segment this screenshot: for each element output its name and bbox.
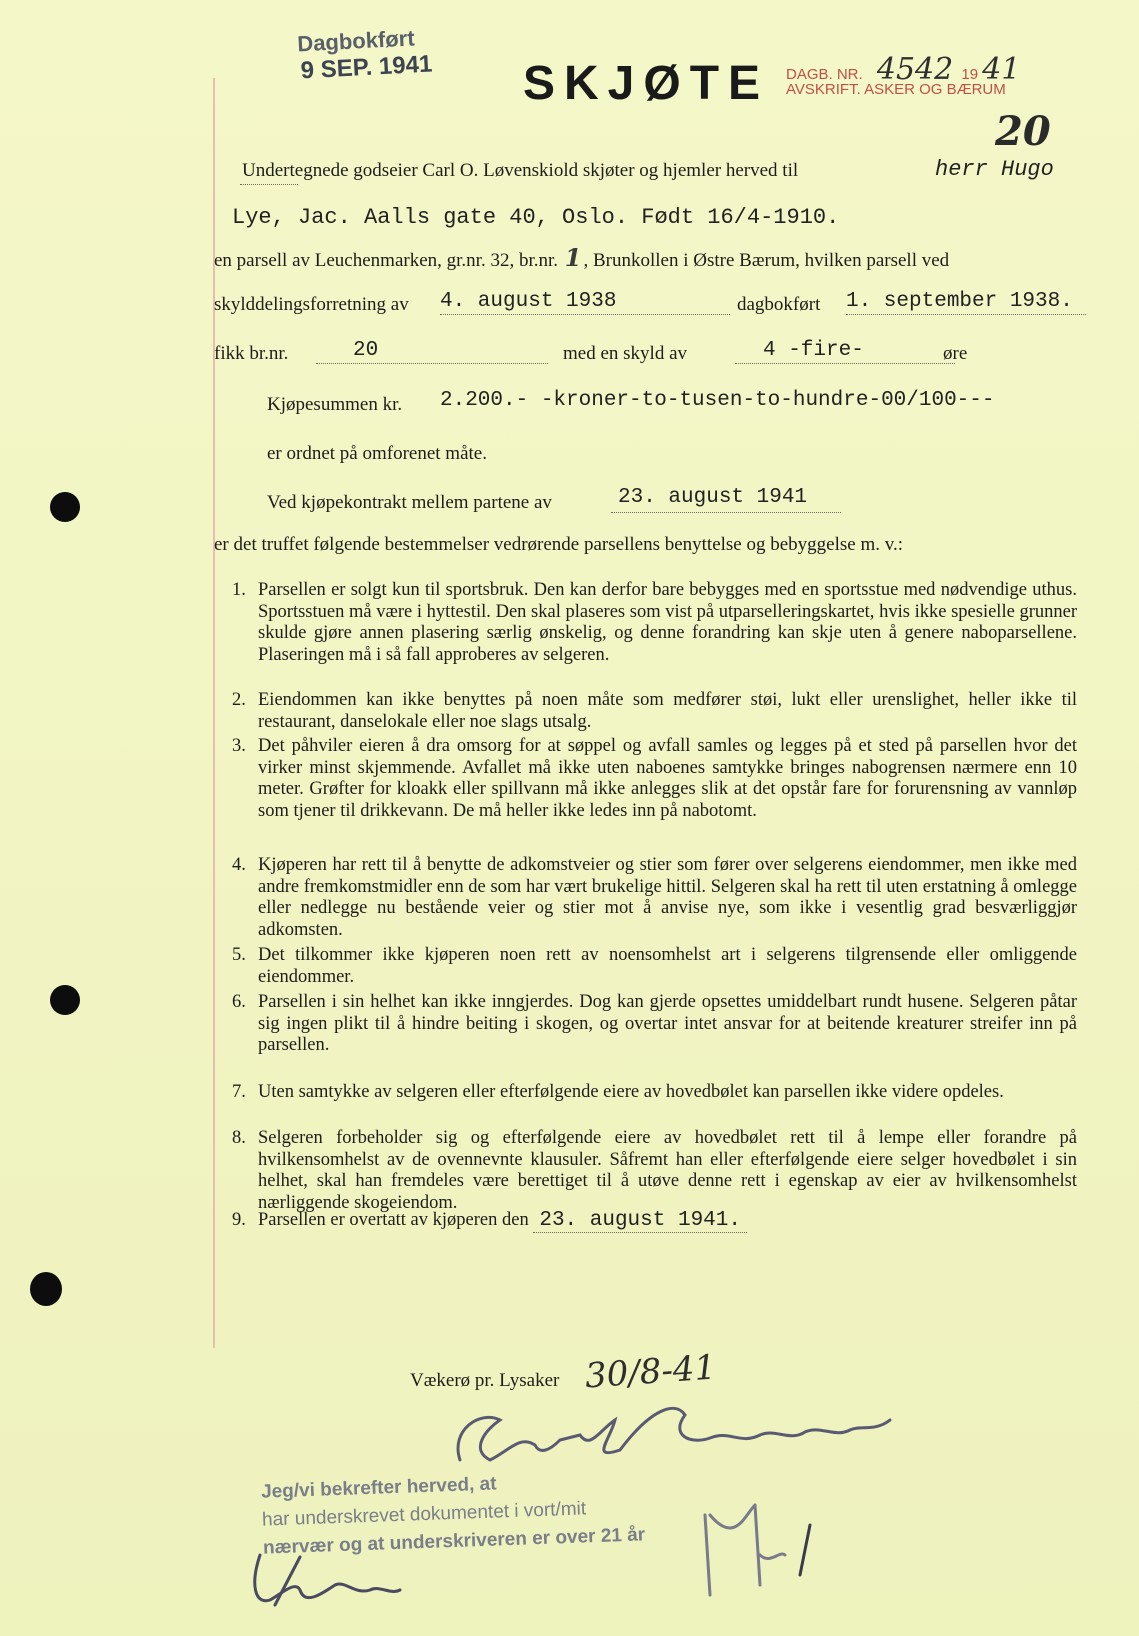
- fill-line: [440, 314, 730, 315]
- clause-number: 9.: [232, 1210, 246, 1230]
- clause-4: [232, 855, 1077, 941]
- clause-number: 5.: [232, 945, 246, 965]
- seller-signature: [440, 1390, 910, 1480]
- clause-text: Det tilkommer ikke kjøperen noen rett av noensomhelst art i selgerens tilgrensende eller omliggende eiendommer.: [258, 945, 1077, 987]
- dagbokfort-label: dagbokført: [737, 294, 821, 315]
- clause-number: 4.: [232, 855, 246, 875]
- clause-3: [232, 736, 1077, 822]
- clause-5: [232, 945, 1077, 988]
- brnr-label: fikk br.nr.: [214, 343, 289, 364]
- punch-hole-1: [50, 492, 80, 522]
- dagb-nr-label: DAGB. NR.: [786, 66, 863, 83]
- ore-label: øre: [943, 343, 968, 364]
- fill-line: [735, 363, 955, 364]
- dagb-nr-number: 4542: [876, 52, 954, 87]
- clause-7: [232, 1082, 1077, 1104]
- witness-signature-1: [240, 1545, 410, 1625]
- clause-number: 7.: [232, 1082, 246, 1102]
- settled-text: er ordnet på omforenet måte.: [267, 443, 487, 464]
- clause-number: 3.: [232, 736, 246, 756]
- dagbokfort-label: Dagbokført: [296, 25, 416, 57]
- clause-text: Uten samtykke av selgeren eller efterfølgende eiere av hovedbølet kan parsellen ikke videre opdeles.: [258, 1082, 1004, 1102]
- contract-label: Ved kjøpekontrakt mellem partene av: [267, 492, 552, 513]
- parcel-brnr: 1: [564, 243, 582, 272]
- avskrift-label: AVSKRIFT. ASKER OG BÆRUM: [786, 81, 1006, 98]
- skylddeling-date: 4. august 1938: [440, 290, 617, 313]
- buyer-title: herr Hugo: [935, 157, 1054, 182]
- witness-line-2: har underskrevet dokumentet i vort/mit: [261, 1498, 587, 1531]
- clause-number: 2.: [232, 690, 246, 710]
- clause-text: Kjøperen har rett til å benytte de adkomstveier og stier som fører over selgerens eiendommer, men ikke med andre fremkomstmidler enn de som har vært brukelige hittil. Selgeren skal ha rett til uten erstatning å omlegge eller nedlegge nu bestående veier og stier mot å anvise nye, som ikke i vesentlig grad besværliggjør adkomsten.: [258, 855, 1077, 940]
- dagbokfort-date: 1. september 1938.: [846, 290, 1073, 313]
- clause-number: 8.: [232, 1128, 246, 1148]
- new-brnr: 20: [353, 339, 379, 362]
- witness-mark: [790, 1520, 820, 1580]
- clause-8: [232, 1128, 1077, 1214]
- register-stamp: [786, 52, 1020, 98]
- skyld-value: 4 -fire-: [763, 339, 864, 362]
- signing-date: 30/8-41: [583, 1347, 718, 1397]
- skyld-label: med en skyld av: [563, 343, 688, 364]
- fill-line: [611, 512, 841, 513]
- contract-date: 23. august 1941: [618, 486, 808, 509]
- punch-hole-3: [30, 1272, 62, 1306]
- punch-hole-2: [50, 985, 80, 1015]
- clause-text: Det påhviler eieren å dra omsorg for at søppel og avfall samles og legges på et sted på parsellen hvor det virker minst skjemmende. Avfallet må ikke uten naboenes samtykke bringes nabogrensen nærmere enn 10 meter. Grøfter for kloakk eller spillvann må ikke anlegges slik at det opstår fare for forurensning av vannløp som tjener til drikkevann. De må heller ikke ledes inn på nabotomt.: [258, 736, 1077, 821]
- dagb-year-suffix: 41: [982, 52, 1021, 87]
- purchase-sum: 2.200.- -kroner-to-tusen-to-hundre-00/100---: [440, 389, 995, 412]
- purchase-sum-label: Kjøpesummen kr.: [267, 394, 403, 415]
- witness-line-1: Jeg/vi bekrefter herved, at: [260, 1473, 497, 1503]
- dagbokfort-date: 9 SEP. 1941: [300, 50, 433, 85]
- skylddeling-label: skylddelingsforretning av: [214, 294, 409, 315]
- witness-line-3: nærvær og at underskriveren er over 21 år: [262, 1524, 646, 1559]
- place-text: Vækerø pr. Lysaker: [410, 1370, 560, 1391]
- clause-number: 1.: [232, 580, 246, 600]
- clause-number: 6.: [232, 992, 246, 1012]
- clause-text: Parsellen er overtatt av kjøperen den: [258, 1210, 529, 1230]
- dagb-year-prefix: 19: [961, 66, 979, 83]
- intro-line-3: [214, 243, 949, 272]
- buyer-address: Lye, Jac. Aalls gate 40, Oslo. Født 16/4-1910.: [232, 205, 840, 230]
- page-mark: 20: [995, 108, 1051, 155]
- dagbokfort-stamp: [297, 25, 433, 86]
- clause-text: Parsellen i sin helhet kan ikke inngjerdes. Dog kan gjerde opsettes umiddelbart rundt husene. Selgeren påtar sig ingen plikt til å hindre beiting i skogen, og overtar intet ansvar for at beitende kreaturer streifer inn på parsellen.: [258, 992, 1077, 1055]
- clause-6: [232, 992, 1077, 1057]
- clause-text: Selgeren forbeholder sig og efterfølgende eiere av hovedbølet rett til å lempe eller forandre på hvilkensomhelst av de ovennevnte klausuler. Såfremt han eller efterfølgende eiere selger hovedbølet i sin helhet, skal han fremdeles være berettiget til å utøve denne rett i egenskap av eier av hvilkensomhelst nærliggende skogeiendom.: [258, 1128, 1077, 1213]
- fill-line: [240, 184, 298, 185]
- provisions-heading: er det truffet følgende bestemmelser vedrørende parsellens benyttelse og bebyggelse m. v.:: [214, 534, 904, 555]
- witness-signature-2: [685, 1495, 805, 1625]
- intro-line-1: Undertegnede godseier Carl O. Løvenskiold skjøter og hjemler herved til: [242, 160, 799, 181]
- parcel-text-b: , Brunkollen i Østre Bærum, hvilken parsell ved: [583, 250, 950, 271]
- clause-text: Parsellen er solgt kun til sportsbruk. Den kan derfor bare bebygges med en sportsstue med nødvendige uthus. Sportsstuen må være i hyttestil. Den skal plaseres som vist på utparselleringskartet, hvis ikke spesielle grunner skulde gjøre annen plasering særlig ønskelig, og denne forandring kan skje uten å genere naboparsellene. Plaseringen må i så fall approberes av selgeren.: [258, 580, 1077, 665]
- clause-2: [232, 690, 1077, 733]
- fill-line: [846, 314, 1086, 315]
- clause-1: [232, 580, 1077, 666]
- clause-text: Eiendommen kan ikke benyttes på noen måte som medfører støi, lukt eller urenslighet, heller ikke til restaurant, danselokale eller noe slags utsalg.: [258, 690, 1077, 732]
- parcel-text-a: en parsell av Leuchenmarken, gr.nr. 32, br.nr.: [214, 250, 559, 271]
- fill-line: [316, 363, 548, 364]
- takeover-date: 23. august 1941.: [533, 1209, 747, 1233]
- clause-9: [232, 1210, 1077, 1232]
- document-title: SKJØTE: [523, 57, 770, 110]
